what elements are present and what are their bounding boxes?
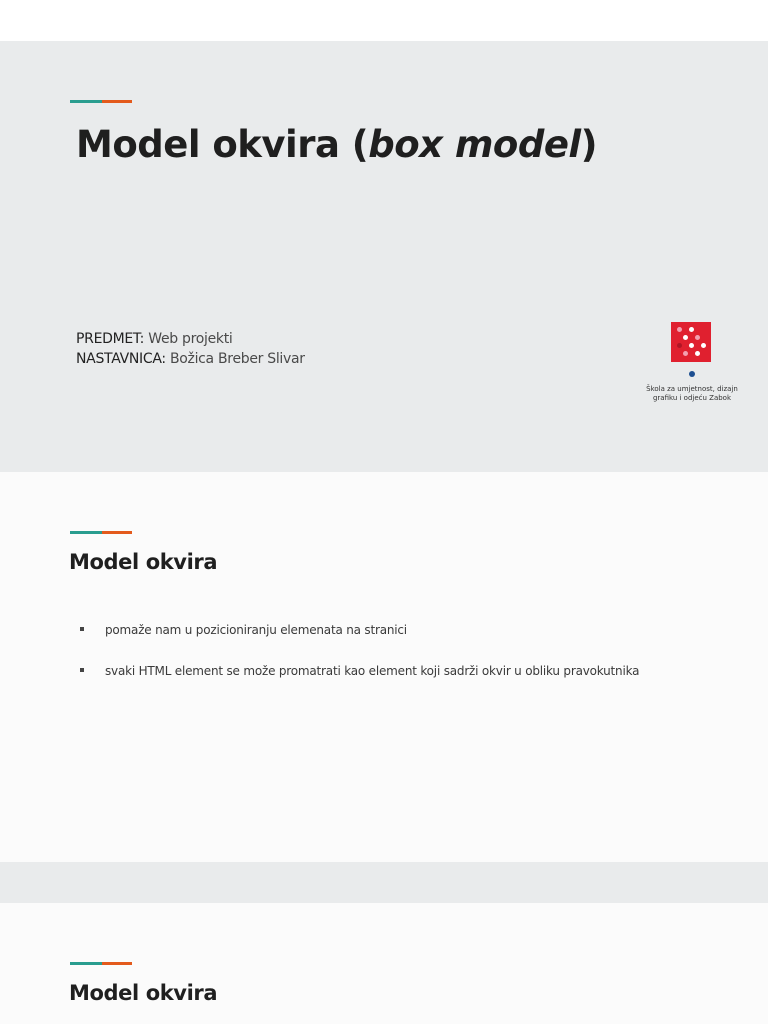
- logo-dot: [683, 351, 688, 356]
- school-name: [636, 385, 748, 403]
- school-name-line2: grafiku i odjeću Zabok: [652, 394, 732, 402]
- logo-dot: [683, 335, 688, 340]
- logo-dot: [677, 343, 682, 348]
- bullet-square-icon: [80, 627, 84, 631]
- accent-bar: [70, 100, 132, 103]
- school-logo: [636, 320, 748, 410]
- subject-label: PREDMET:: [76, 331, 145, 347]
- title-slide: [0, 41, 768, 472]
- bullet-square-icon: [80, 668, 84, 672]
- bullet-text: svaki HTML element se može promatrati kao element koji sadrži okvir u obliku pravokutnika: [105, 664, 640, 678]
- slide-title: Model okvira: [69, 981, 218, 1005]
- subject-line: [76, 331, 232, 347]
- accent-teal: [70, 531, 102, 534]
- accent-bar: [70, 962, 132, 965]
- slide-title: [76, 123, 597, 166]
- teacher-value: Božica Breber Slivar: [169, 351, 305, 367]
- accent-bar: [70, 531, 132, 534]
- logo-dot: [701, 343, 706, 348]
- logo-dot: [689, 327, 694, 332]
- bullet-item: [80, 664, 639, 678]
- content-slide-next: [0, 903, 768, 1024]
- logo-dot: [677, 327, 682, 332]
- bullet-item: [80, 623, 407, 637]
- school-name-line1: Škola za umjetnost, dizajn: [646, 385, 738, 393]
- accent-orange: [102, 100, 132, 103]
- accent-teal: [70, 962, 102, 965]
- accent-orange: [102, 962, 132, 965]
- title-suffix: ): [580, 123, 598, 166]
- content-slide: [0, 472, 768, 862]
- logo-dot: [695, 351, 700, 356]
- slide-title: Model okvira: [69, 550, 218, 574]
- teacher-label: NASTAVNICA:: [76, 351, 166, 367]
- logo-blue-dot: [689, 371, 695, 377]
- accent-teal: [70, 100, 102, 103]
- accent-orange: [102, 531, 132, 534]
- logo-dot: [695, 335, 700, 340]
- subject-value: Web projekti: [148, 331, 233, 347]
- school-logo-icon: [671, 322, 711, 362]
- slide-strip: [0, 862, 768, 903]
- title-italic: box model: [368, 123, 581, 166]
- logo-dot: [689, 343, 694, 348]
- bullet-text: pomaže nam u pozicioniranju elemenata na stranici: [105, 623, 407, 637]
- teacher-line: [76, 351, 305, 367]
- title-prefix: Model okvira (: [76, 123, 369, 166]
